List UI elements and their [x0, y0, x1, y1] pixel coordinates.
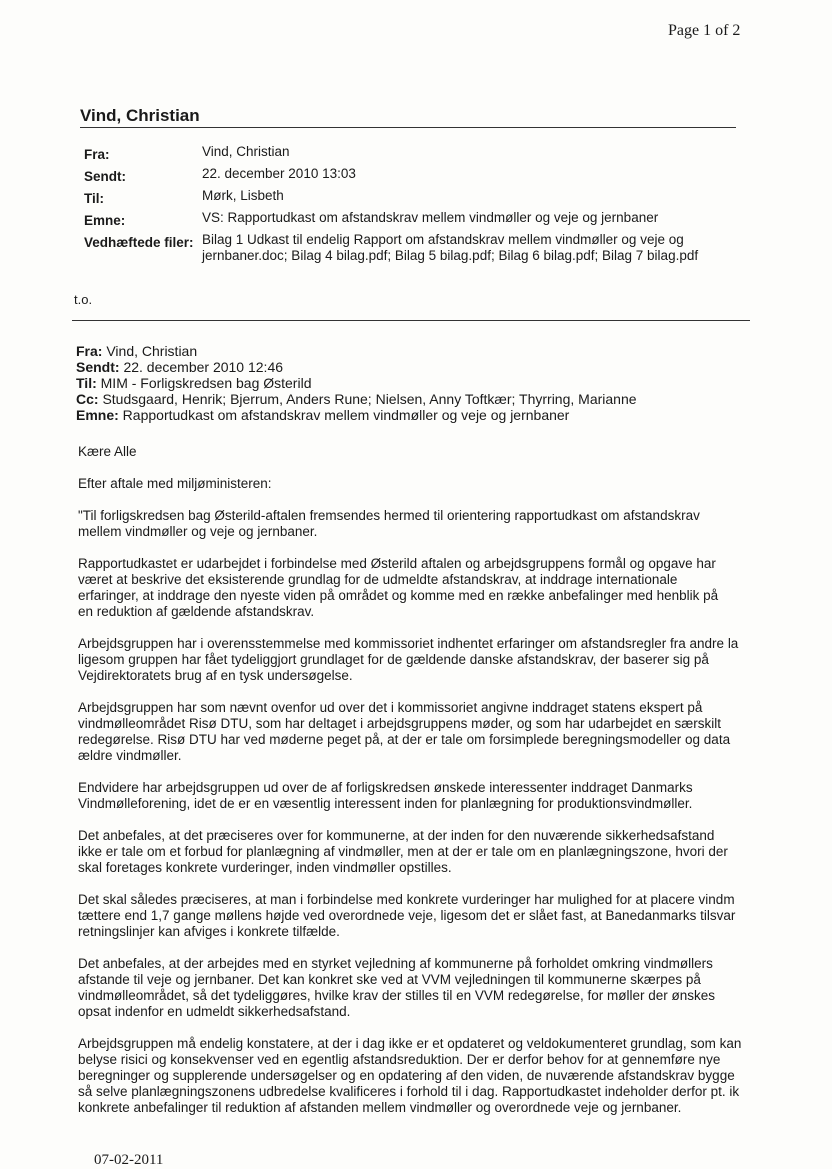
forwarded-label: Cc: [76, 391, 99, 407]
header-row-sent [84, 166, 744, 184]
forwarded-value: MIM - Forligskredsen bag Østerild [96, 375, 312, 391]
body-paragraph [78, 508, 764, 540]
forwarded-label: Emne: [76, 407, 119, 423]
body-paragraph [78, 892, 764, 940]
header-row-subject [84, 210, 744, 228]
forward-divider [72, 320, 750, 321]
body-line: Arbejdsgruppen har som nævnt ovenfor ud over det i kommissoriet angivne inddraget statens ekspert på [78, 700, 703, 715]
forwarded-label: Fra: [76, 343, 103, 359]
forwarded-cc [76, 391, 756, 407]
forwarded-from [76, 343, 756, 359]
body-line: mellem vindmøller og veje og jernbaner. [78, 524, 318, 539]
attachments-list[interactable]: Bilag 1 Udkast til endelig Rapport om afstandskrav mellem vindmøller og veje og jernbaner.doc; Bilag 4 bilag.pdf; Bilag 5 bilag.pdf; Bilag 6 bilag.pdf; Bilag 7 bilag.pdf [202, 232, 699, 263]
body-line: afstande til veje og jernbaner. Det kan konkret ske ved at VVM vejledningen til kommunerne skærpes på [78, 972, 701, 987]
page-number: Page 1 of 2 [668, 22, 741, 39]
body-line: så selve planlægningszonens udbredelse kvalificeres i forhold til i dag. Rapportudkastet indeholder derfor pt. ik [78, 1084, 740, 1099]
header-value: 22. december 2010 13:03 [202, 166, 356, 181]
body-line: ligesom gruppen har fået tydeliggjort grundlaget for de gældende danske afstandskrav, der baserer sig på [78, 652, 709, 667]
body-line: Det anbefales, at det præciseres over for kommunerne, at der inden for den nuværende sikkerhedsafstand [78, 828, 715, 843]
forwarded-to [76, 375, 756, 391]
header-label: Vedhæftede filer: [84, 235, 194, 250]
header-row-from [84, 144, 744, 162]
footer-date: 07-02-2011 [94, 1152, 164, 1168]
intro: Efter aftale med miljøministeren: [78, 476, 272, 491]
forwarded-value: 22. december 2010 12:46 [119, 359, 284, 375]
greeting: Kære Alle [78, 444, 137, 459]
body-paragraph [78, 828, 764, 876]
body-line: redegørelse. Risø DTU har ved møderne peget på, at der er tale om forsimplede beregningsmodeller og data [78, 732, 731, 747]
body-line: retningslinjer kan afviges i konkrete tilfælde. [78, 924, 340, 939]
sender-title: Vind, Christian [80, 106, 200, 125]
body-paragraph [78, 700, 764, 764]
header-value: VS: Rapportudkast om afstandskrav mellem vindmøller og veje og jernbaner [202, 210, 659, 225]
body-line: Det skal således præciseres, at man i forbindelse med konkrete vurderinger har mulighed for at placere vindm [78, 892, 735, 907]
body-line: vindmølleområdet, så det tydeliggøres, hvilke krav der stilles til en VVM redegørelse, for møller der ønskes [78, 988, 715, 1003]
body-line: ældre vindmøller. [78, 748, 182, 763]
body-line: "Til forligskredsen bag Østerild-aftalen fremsendes hermed til orientering rapportudkast om afstandskrav [78, 508, 700, 523]
body-line: Arbejdsgruppen har i overensstemmelse med kommissoriet indhentet erfaringer om afstandsregler fra andre la [78, 636, 739, 651]
email-header-table [84, 144, 744, 268]
body-line: Vindmølleforening, idet de er en væsentlig interessent inden for planlægning for produktionsvindmøller. [78, 796, 693, 811]
body-line: Rapportudkastet er udarbejdet i forbindelse med Østerild aftalen og arbejdsgruppens formål og opgave har [78, 556, 716, 571]
body-paragraph [78, 956, 764, 1020]
forwarded-sent [76, 359, 756, 375]
header-value: Vind, Christian [202, 144, 290, 159]
body-paragraph [78, 780, 764, 812]
header-row-to [84, 188, 744, 206]
body-line: erfaringer, at inddrage den nyeste viden på området og komme med en række anbefalinger med henblik på [78, 588, 719, 603]
body-paragraph [78, 636, 764, 684]
body-line: ikke er tale om et forbud for planlægning af vindmøller, men at der er tale om en planlægningszone, hvori der [78, 844, 728, 859]
body-line: belyse risici og konsekvenser ved en egentlig afstandsreduktion. Der er derfor behov for at gennemføre nye [78, 1052, 721, 1067]
body-line: Vejdirektoratets brug af en tysk undersøgelse. [78, 668, 353, 683]
body-line: konkrete anbefalinger til reduktion af afstanden mellem vindmøller og overordnede veje og jernbaner. [78, 1100, 682, 1115]
to-note: t.o. [74, 292, 93, 307]
email-body [78, 444, 764, 1132]
body-line: Arbejdsgruppen må endelig konstatere, at der i dag ikke er et opdateret og veldokumenteret grundlag, som kan [78, 1036, 742, 1051]
forwarded-subject [76, 407, 756, 423]
forwarded-label: Til: [76, 375, 97, 391]
header-row-attachments [84, 232, 744, 264]
header-label: Fra: [84, 147, 110, 162]
body-paragraph [78, 1036, 764, 1116]
body-line: skal foretages konkrete vurderinger, inden vindmøller opstilles. [78, 860, 452, 875]
body-line: opsat indenfor en udmeldt sikkerhedsafstand. [78, 1004, 351, 1019]
body-paragraph [78, 556, 764, 620]
header-divider [80, 127, 736, 128]
body-line: Endvidere har arbejdsgruppen ud over de af forligskredsen ønskede interessenter inddraget Danmarks [78, 780, 693, 795]
body-line: Det anbefales, at der arbejdes med en styrket vejledning af kommunerne på forholdet omkring vindmøllers [78, 956, 713, 971]
header-label: Emne: [84, 213, 126, 228]
body-line: beregninger og supplerende undersøgelser og en opdatering af den viden, de nuværende afstandskrav bygge [78, 1068, 735, 1083]
forwarded-header [76, 343, 756, 423]
forwarded-value: Vind, Christian [102, 343, 198, 359]
body-line: været at beskrive det eksisterende grundlag for de udmeldte afstandskrav, at inddrage internationale [78, 572, 678, 587]
header-value: Mørk, Lisbeth [202, 188, 284, 203]
header-label: Til: [84, 191, 104, 206]
forwarded-label: Sendt: [76, 359, 120, 375]
header-label: Sendt: [84, 169, 126, 184]
forwarded-value: Rapportudkast om afstandskrav mellem vindmøller og veje og jernbaner [118, 407, 570, 423]
body-line: tættere end 1,7 gange møllens højde ved overordnede veje, ligesom det er slået fast, at Banedanmarks tilsvar [78, 908, 736, 923]
forwarded-value: Studsgaard, Henrik; Bjerrum, Anders Rune; Nielsen, Anny Toftkær; Thyrring, Marianne [98, 391, 637, 407]
body-line: vindmølleområdet Risø DTU, som har deltaget i arbejdsgruppens møder, og som har udarbejdet en særskilt [78, 716, 722, 731]
body-line: en reduktion af gældende afstandskrav. [78, 604, 315, 619]
